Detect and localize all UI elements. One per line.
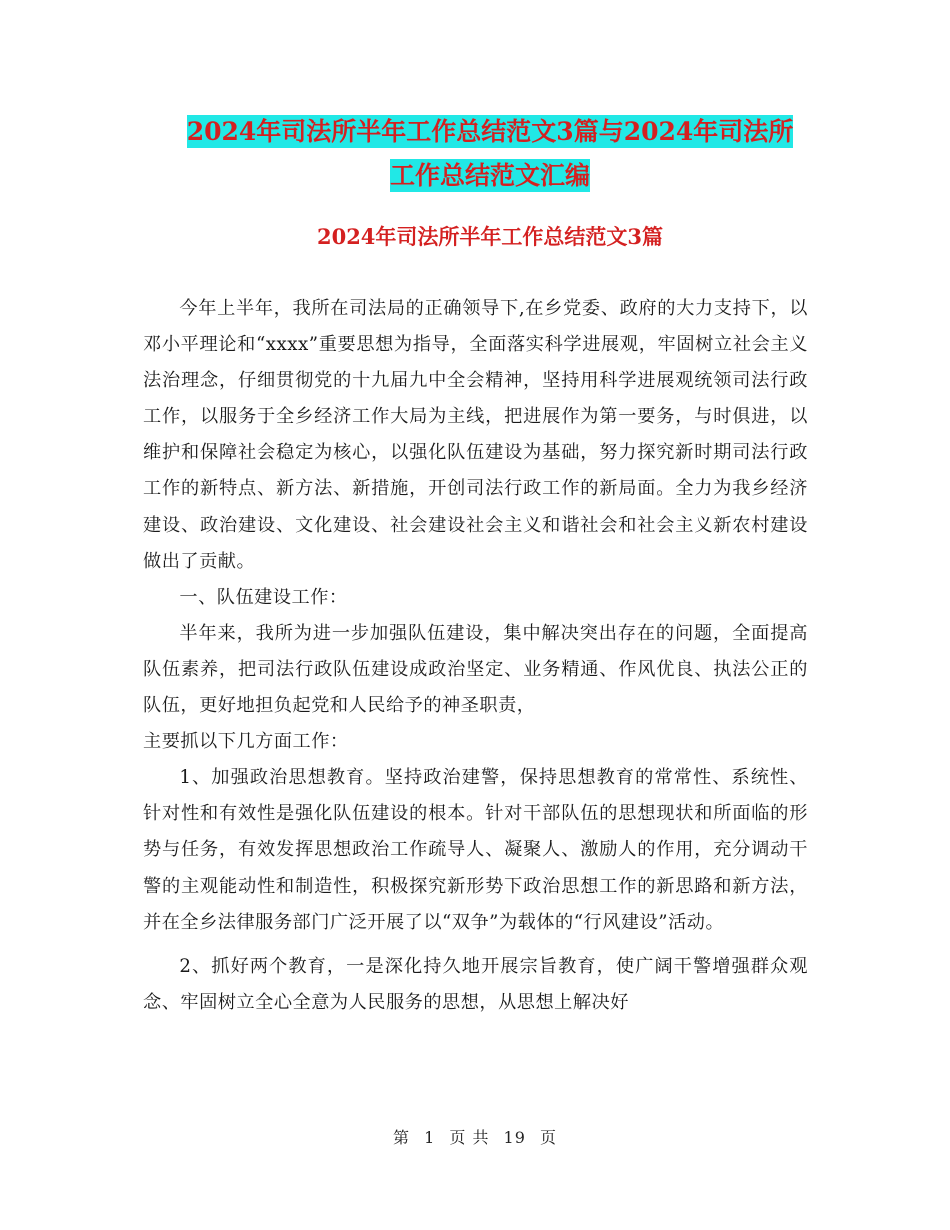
section-title: 2024年司法所半年工作总结范文3篇 (316, 224, 664, 249)
paragraph-item-2: 2、抓好两个教育，一是深化持久地开展宗旨教育，使广阔干警增强群众观念、牢固树立全心全意为人民服务的思想，从思想上解决好 (143, 955, 808, 1013)
document-title-line1: 2024年司法所半年工作总结范文3篇与2024年司法所 (186, 117, 794, 146)
footer-middle: 页 共 (449, 1128, 490, 1147)
footer-total-pages: 19 (503, 1128, 526, 1147)
paragraph-main-points: 主要抓以下几方面工作： (143, 731, 349, 753)
footer-suffix: 页 (540, 1128, 558, 1147)
paragraph-item-1: 1、加强政治思想教育。坚持政治建警，保持思想教育的常常性、系统性、针对性和有效性是强化队伍建设的根本。针对干部队伍的思想现状和所面临的形势与任务，有效发挥思想政治工作疏导人、凝聚人、激励人的作用，充分调动干警的主观能动性和制造性，积极探究新形势下政治思想工作的新思路和新方法，并在全乡法律服务部门广泛开展了以“双争”为载体的“行风建设”活动。 (143, 767, 808, 933)
heading-team-building: 一、队伍建设工作： (179, 586, 348, 608)
document-title-line2: 工作总结范文汇编 (389, 161, 590, 190)
footer-page-number: 1 (424, 1128, 436, 1147)
paragraph-intro: 今年上半年，我所在司法局的正确领导下,在乡党委、政府的大力支持下，以邓小平理论和“xxxx”重要思想为指导，全面落实科学进展观，牢固树立社会主义法治理念，仔细贯彻党的十九届九中全会精神，坚持用科学进展观统领司法行政工作，以服务于全乡经济工作大局为主线，把进展作为第一要务，与时俱进，以维护和保障社会稳定为核心，以强化队伍建设为基础，努力探究新时期司法行政工作的新特点、新方法、新措施，开创司法行政工作的新局面。全力为我乡经济建设、政治建设、文化建设、社会建设社会主义和谐社会和社会主义新农村建设做出了贡献。 (143, 298, 808, 572)
footer-prefix: 第 (392, 1128, 410, 1147)
document-title (140, 110, 840, 198)
document-body (143, 291, 808, 1021)
page-footer (0, 1125, 950, 1148)
paragraph-team-building: 半年来，我所为进一步加强队伍建设，集中解决突出存在的问题，全面提高队伍素养，把司法行政队伍建设成政治坚定、业务精通、作风优良、执法公正的队伍，更好地担负起党和人民给予的神圣职责， (143, 622, 808, 717)
